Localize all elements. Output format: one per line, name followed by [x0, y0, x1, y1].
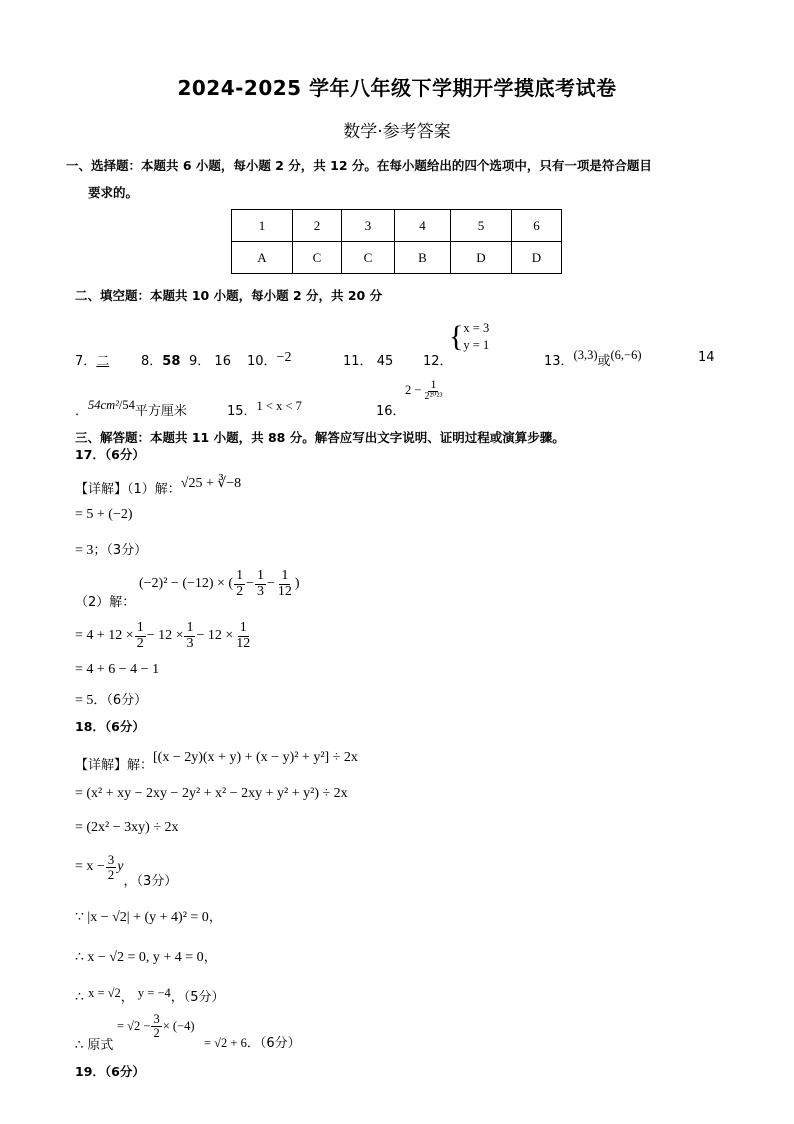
q18-values — [75, 986, 225, 1006]
question-number: 11． — [343, 354, 373, 369]
expr-part: ) — [294, 576, 300, 592]
q18-deduce — [75, 946, 217, 966]
answer-table-cell: D — [451, 242, 512, 274]
q18-label: 18．（6分） — [75, 719, 145, 734]
q17-part1 — [75, 478, 241, 498]
answer-value: 45 — [376, 354, 394, 369]
q17-step: = 5 + (−2) — [75, 507, 133, 522]
fill-answer-10 — [247, 350, 291, 370]
expr-part: × (−4) — [162, 1019, 195, 1034]
question-number: 15． — [227, 404, 257, 419]
fraction — [135, 621, 146, 651]
fraction-denominator: 2²⁰²³ — [424, 390, 443, 402]
page-title: 2024-2025 学年八年级下学期开学摸底考试卷 — [177, 76, 617, 100]
expr-part: − — [246, 576, 254, 592]
question-number: 9． — [189, 354, 211, 369]
score-note: ；（3分） — [93, 543, 148, 558]
q18-step3 — [75, 852, 178, 889]
fraction-numerator: 1 — [186, 620, 194, 635]
expr-part: = √2 − — [117, 1019, 151, 1034]
fraction-denominator: 2 — [153, 1026, 160, 1041]
q18-lead — [75, 750, 358, 774]
fraction-denominator: 3 — [186, 635, 194, 651]
q19-label: 19．（6分） — [75, 1064, 145, 1079]
fraction-numerator: 1 — [239, 620, 247, 635]
value-x: x = √2 — [88, 986, 121, 1000]
expression: √25 + ∛−8 — [180, 476, 242, 491]
q17-part2-step1 — [75, 621, 253, 651]
fill-answer-14 — [75, 400, 187, 419]
fill-answer-8 — [141, 350, 180, 369]
expression: ∴ x − √2 = 0, y + 4 = 0 — [75, 950, 204, 965]
punct: ， — [120, 990, 134, 1005]
answer-separator: / — [118, 398, 123, 412]
answer-value: 54cm² — [88, 398, 119, 412]
q17-part2-lead: （2）解： — [75, 595, 136, 610]
fill-answer-9 — [189, 350, 231, 369]
answer-value: 16 — [214, 354, 231, 369]
fraction-denominator: 3 — [257, 583, 264, 599]
therefore-symbol: ∴ — [75, 990, 84, 1005]
score-note: ．（6分） — [246, 1036, 301, 1051]
equation-system — [463, 320, 489, 354]
equation-line: y = 1 — [463, 337, 490, 352]
fraction — [184, 621, 195, 651]
fraction-numerator: 1 — [236, 568, 244, 583]
answer-table-cell: 5 — [451, 210, 512, 242]
question-number: 13． — [544, 354, 574, 369]
fill-answer-12-system — [449, 320, 489, 354]
answer-table-cell: C — [293, 242, 342, 274]
expression: ∵ |x − √2| + (y + 4)² = 0 — [75, 910, 209, 925]
fraction — [106, 853, 117, 881]
brace-glyph: { — [449, 319, 464, 353]
expr-part: − 12 × — [196, 628, 234, 644]
expr-part: = 4 + 12 × — [75, 628, 134, 644]
answer-table-cell: 6 — [512, 210, 562, 242]
question-number: 7． — [75, 354, 97, 369]
q18-condition — [75, 906, 222, 926]
fraction-denominator: 12 — [277, 583, 292, 599]
question-number: 8． — [141, 354, 163, 369]
fill-answer-13 — [544, 350, 642, 369]
answer-value: 58 — [162, 354, 181, 369]
q18-step: = (x² + xy − 2xy − 2y² + x² − 2xy + y² + y²) ÷ 2x — [75, 786, 348, 801]
fill-answer-7 — [75, 350, 109, 369]
answer-table-cell: C — [342, 242, 395, 274]
step-value: = 3 — [75, 543, 94, 558]
page-subtitle: 数学·参考答案 — [343, 122, 451, 142]
fraction-numerator: 3 — [153, 1012, 160, 1026]
answer-value: 1 < x < 7 — [256, 399, 302, 413]
fill-answer-16-label — [376, 400, 406, 419]
solution-lead: 【详解】解： — [75, 758, 154, 773]
section3-heading: 三、解答题：本题共 11 小题，共 88 分。解答应写出文字说明、证明过程或演算步骤。 — [75, 430, 565, 445]
expr-part: = x − — [75, 859, 105, 875]
fill-answer-14-number: 14 — [698, 350, 715, 365]
fraction-numerator: 1 — [281, 568, 289, 583]
fraction-numerator: 1 — [430, 377, 437, 391]
answer-table-cell: 4 — [395, 210, 451, 242]
q18-final-result — [204, 1032, 301, 1051]
expression: = √2 + 6 — [204, 1036, 247, 1050]
answer-unit: 平方厘米 — [134, 404, 187, 419]
answer-table-answer-row — [232, 242, 562, 274]
answer-value: −2 — [276, 350, 292, 365]
answer-table — [231, 209, 562, 274]
score-note: ．（6分） — [93, 693, 148, 708]
expr-part: y — [117, 859, 124, 875]
section1-heading-line1: 一、选择题：本题共 6 小题，每小题 2 分，共 12 分。在每小题给出的四个选项中，只有一项是符合题目 — [66, 158, 652, 173]
q18-step: = (2x² − 3xy) ÷ 2x — [75, 820, 179, 835]
answer-value: (3,3) — [573, 348, 598, 362]
fraction — [234, 569, 245, 599]
question-number: 12． — [423, 354, 453, 369]
answer-table-cell: A — [232, 242, 293, 274]
expr-part: (−2)² − (−12) × ( — [139, 576, 234, 592]
punct: ， — [208, 910, 222, 925]
q17-part2-expression — [139, 569, 300, 599]
fraction-numerator: 1 — [257, 568, 264, 583]
fraction-denominator: 12 — [236, 635, 251, 651]
answer-table-cell: 2 — [293, 210, 342, 242]
answer-table-cell: 1 — [232, 210, 293, 242]
answer-punct: ． — [75, 404, 89, 419]
answer-value: (6,−6) — [610, 348, 642, 362]
fraction — [151, 1013, 161, 1040]
fraction-denominator: 2 — [236, 583, 244, 599]
answer-connector: 或 — [597, 354, 611, 369]
answer-table-cell: 3 — [342, 210, 395, 242]
expr-part: − — [267, 576, 275, 592]
answer-table-cell: D — [512, 242, 562, 274]
expression: [(x − 2y)(x + y) + (x − y)² + y²] ÷ 2x — [153, 750, 358, 765]
q17-part2-step3 — [75, 689, 147, 709]
fraction — [255, 569, 266, 599]
step-value: = 5 — [75, 693, 94, 708]
punct: ， — [203, 950, 217, 965]
expr-part: − 12 × — [146, 628, 184, 644]
fraction-numerator: 3 — [107, 852, 115, 867]
fraction — [276, 569, 294, 599]
fraction-denominator: 2 — [107, 866, 115, 882]
answer-table-number-row — [232, 210, 562, 242]
q17-part2-step2: = 4 + 6 − 4 − 1 — [75, 662, 160, 677]
fill-answer-11 — [343, 350, 393, 369]
question-number: 16． — [376, 404, 406, 419]
answer-table-cell: B — [395, 242, 451, 274]
q18-final-lead: ∴ 原式 — [75, 1038, 114, 1053]
fraction-denominator: 2 — [136, 635, 144, 651]
q17-label: 17．（6分） — [75, 447, 145, 462]
section1-heading-line2: 要求的。 — [88, 185, 139, 200]
answer-fraction — [422, 378, 444, 402]
solution-lead: 【详解】（1）解： — [75, 482, 181, 497]
answer-value: 二 — [96, 354, 110, 369]
fraction-numerator: 1 — [136, 620, 144, 635]
answer-prefix: 2 − — [405, 382, 422, 397]
equation-line: x = 3 — [463, 321, 490, 335]
fill-answer-16 — [405, 378, 445, 402]
answer-value: 54 — [122, 398, 135, 412]
q18-final-expression — [117, 1013, 195, 1040]
section2-heading: 二、填空题：本题共 10 小题，每小题 2 分，共 20 分 — [75, 288, 383, 303]
fraction — [234, 621, 252, 651]
score-note: ，（3分） — [123, 873, 178, 889]
question-number: 10． — [247, 354, 277, 369]
score-note: ，（5分） — [170, 990, 225, 1005]
value-y: y = −4 — [137, 986, 171, 1000]
fill-answer-15 — [227, 400, 302, 419]
q17-step-score — [75, 539, 147, 559]
